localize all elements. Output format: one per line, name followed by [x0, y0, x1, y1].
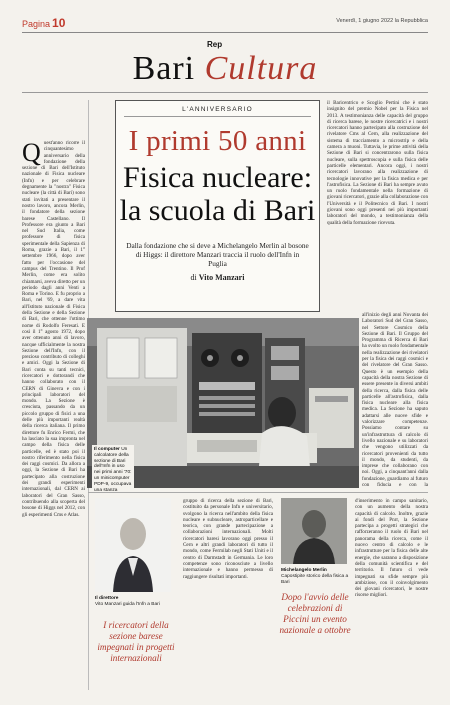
person-photo-icon	[95, 498, 171, 592]
director-caption	[95, 596, 175, 608]
column-3-text: il Baricentrico e Scoglio Pertini che è stato insignito del premio Nobel per la Fisica nel 2013. A testimonianza delle capacità del gruppo di ricerca barese, le nostre ricercatrici e i nostri ricercatori hanno partecipato alla costruzione del rivelatore Cms al Cern, alla realizzazione del sistema di tracciamento a microstrip e della camera a muoni. Tuttavia, le prime attività della Sezione di Bari si concentrarono sulla fisica nucleare, sulla spettroscopia e sulla fisica delle particelle elementari. Ancora oggi, i nostri ricercatori lavorano alla realizzazione di tecnologie innovative per la fisica medica e per l'astrofisica. La Sezione di Bari ha sempre avuto un ruolo fondamentale nella formazione di giovani ricercatori, grazie alla collaborazione con l'Università e il Politecnico di Bari. I nostri giovani sono oggi presenti nei più importanti laboratori del mondo, a testimonianza della qualità della formazione ricevuta.	[327, 100, 428, 226]
director-name: Il direttore	[95, 596, 119, 601]
header-divider	[22, 32, 428, 33]
photo-divider	[88, 492, 428, 493]
merlin-caption	[281, 568, 351, 585]
headline-red: I primi 50 anni	[128, 125, 307, 157]
pull-quote-1: I ricercatori della sezione barese impegnati in progetti internazionali	[97, 620, 175, 663]
column-5-text: gruppo di ricerca della sezione di Bari, costituito da personale Infn e universitario, svolgono la ricerca nell'ambito della fisica nucleare e subnucleare, astroparticellare e teorica, con grande partecipazione a collaborazioni internazionali. Molti ricercatori baresi lavorano oggi presso il Cern e altri grandi laboratori di tutto il mondo, come Fermilab negli Stati Uniti e il centro di Darmstadt in Germania. Le loro competenze sono riconosciute a livello internazionale e hanno permesso di raggiungere risultati importanti.	[183, 498, 273, 580]
person-photo-icon	[281, 498, 347, 564]
section-title	[0, 50, 450, 88]
page-number: 10	[52, 16, 66, 30]
headline-box	[115, 100, 320, 312]
dropcap: Q	[22, 140, 41, 167]
article-column-5	[183, 498, 273, 688]
pull-quote-2: Dopo l'avvio delle celebrazioni di Piccini un evento nazionale a ottobre	[279, 592, 351, 635]
article-column-4	[362, 312, 428, 488]
section-city: Bari	[132, 50, 196, 87]
article-column-6	[355, 498, 428, 688]
column-1-text: uest'anno ricorre il cinquantesimo anniversario della fondazione della sezione di Bari dell'Istituto nazionale di Fisica nucleare (Infn) e per celebrare degnamente la "nostra" Fisica nucleare (la città di Bari) sono stati invitati a presentare il nostro lavoro, ancora Merlin, il fondatore della sezione barese Castellano. Il Professore era giunto a Bari nel Sud Italia, come professore di fisica sperimentale della Sapienza di Roma, grazie a Bari, il 1° settembre 1966, dopo aver fatto per l'occasione del campus del Trentino. Il Prof Merlin, come era solito chiamarsi, aveva diretto per un periodo dagli anni Venti a Roma e Torino. E fu proprio a Bari, nel '69, a dare vita all'Istituto nazionale di Fisica della Sezione e della Sezione di Bari, che ottenne l'ottimo nome di Rodolfo Feresati. E così il 1° agosto 1972, dopo aver ottenuto anni di lavoro, nacque ufficialmente la nostra Sezione dell'Infn, con il prezioso contributo di colleghi e amici. Oggi la Sezione di Bari conta su tanti tecnici, ricercatori e dottorandi che hanno collaborato con il CERN di Ginevra e con i principali laboratori del mondo. La Sezione è cresciuta, passando da un piccolo gruppo di fisici a una delle più importanti realtà della ricerca italiana. Il primo direttore fu Enrico Fermi, che ha lasciato la sua impronta nel campo della fisica delle particelle, ed è stato poi il nostro riferimento nella fisica dei raggi cosmici. Da allora a oggi, la Sezione di Bari ha partecipato alla costruzione dei grandi esperimenti internazionali, dal CERN ai laboratori del Gran Sasso, contribuendo alla scoperta del bosone di Higgs nel 2012, con gli esperimenti Cms e Atlas.	[22, 140, 85, 518]
page-label	[22, 16, 65, 30]
date-and-paper: Venerdì, 1 giugno 2022 la Repubblica	[336, 18, 428, 24]
column-6-text: d'inserimento in campo sanitario, con un aumento della nostra capacità di calcolo. Inoltre, grazie ai fondi del Pnrr, la Sezione partecipa a progetti strategici che rafforzeranno il ruolo di Bari nel panorama della ricerca, come il nuovo centro di calcolo e le infrastrutture per la fisica delle alte energie, che saranno a disposizione della comunità scientifica e del territorio. Il futuro ci vede impegnati su sfide sempre più ambiziose, con il coinvolgimento dei giovani ricercatori, le nostre risorse migliori.	[355, 498, 428, 599]
headline-black: Fisica nucleare: la scuola di Bari	[119, 161, 316, 227]
merlin-desc: Capostipite storico della fisica a Bari	[281, 573, 349, 585]
photo-caption-title: Il computer	[94, 447, 120, 452]
photo-caption-text: Un calcolatore della sezione di Bari dell'Infn in uso nei primi anni '70: un minicomputer PDP-9, occupava una stanza	[94, 447, 132, 493]
byline-author: Vito Manzari	[198, 273, 245, 282]
director-desc: Vito Manzari guida l'Infn a Bari	[95, 601, 160, 607]
kicker-divider	[124, 116, 311, 117]
director-portrait	[95, 498, 171, 592]
article-column-3	[327, 100, 428, 305]
kicker: L'ANNIVERSARIO	[182, 106, 253, 113]
section-category: Cultura	[204, 50, 318, 87]
merlin-name: Michelangelo Merlin	[281, 568, 327, 573]
column-4-text: all'inizio degli anni Novanta dei Laboratori Sud del Gran Sasso, nel Settore Cosmico della Sezione di Bari. Il Gruppo del Programma di Ricerca di Bari ha svolto un ruolo fondamentale nella realizzazione dei rivelatori per la fisica dei raggi cosmici e del rivelatore del Gran Sasso. Questo è un esempio della capacità della nostra Sezione di essere presente in diversi ambiti della ricerca, dalla fisica delle particelle all'astrofisica, dalla fisica nucleare alla fisica medica. La Sezione ha saputo adattarsi alle nuove sfide e valorizzare competenze. Possiamo contare su un'infrastruttura di calcolo di livello nazionale e su laboratori che vengono utilizzati da ricercatori provenienti da tutto il mondo, da studenti, da imprese che collaborano con noi. Oggi, a cinquant'anni dalla fondazione, guardiamo al futuro con fiducia e con la	[362, 312, 428, 488]
byline-prefix: di	[190, 273, 197, 282]
brand-rep: Rep	[207, 40, 223, 49]
byline	[116, 273, 319, 282]
article-column-1	[22, 140, 85, 560]
section-divider	[22, 92, 428, 93]
subtitle: Dalla fondazione che si deve a Michelangelo Merlin al bosone di Higgs: il direttore Manzari traccia il ruolo dell'Infn in Puglia	[126, 241, 309, 268]
merlin-portrait	[281, 498, 347, 564]
photo-caption	[92, 445, 134, 495]
page-label-text: Pagina	[22, 19, 51, 29]
